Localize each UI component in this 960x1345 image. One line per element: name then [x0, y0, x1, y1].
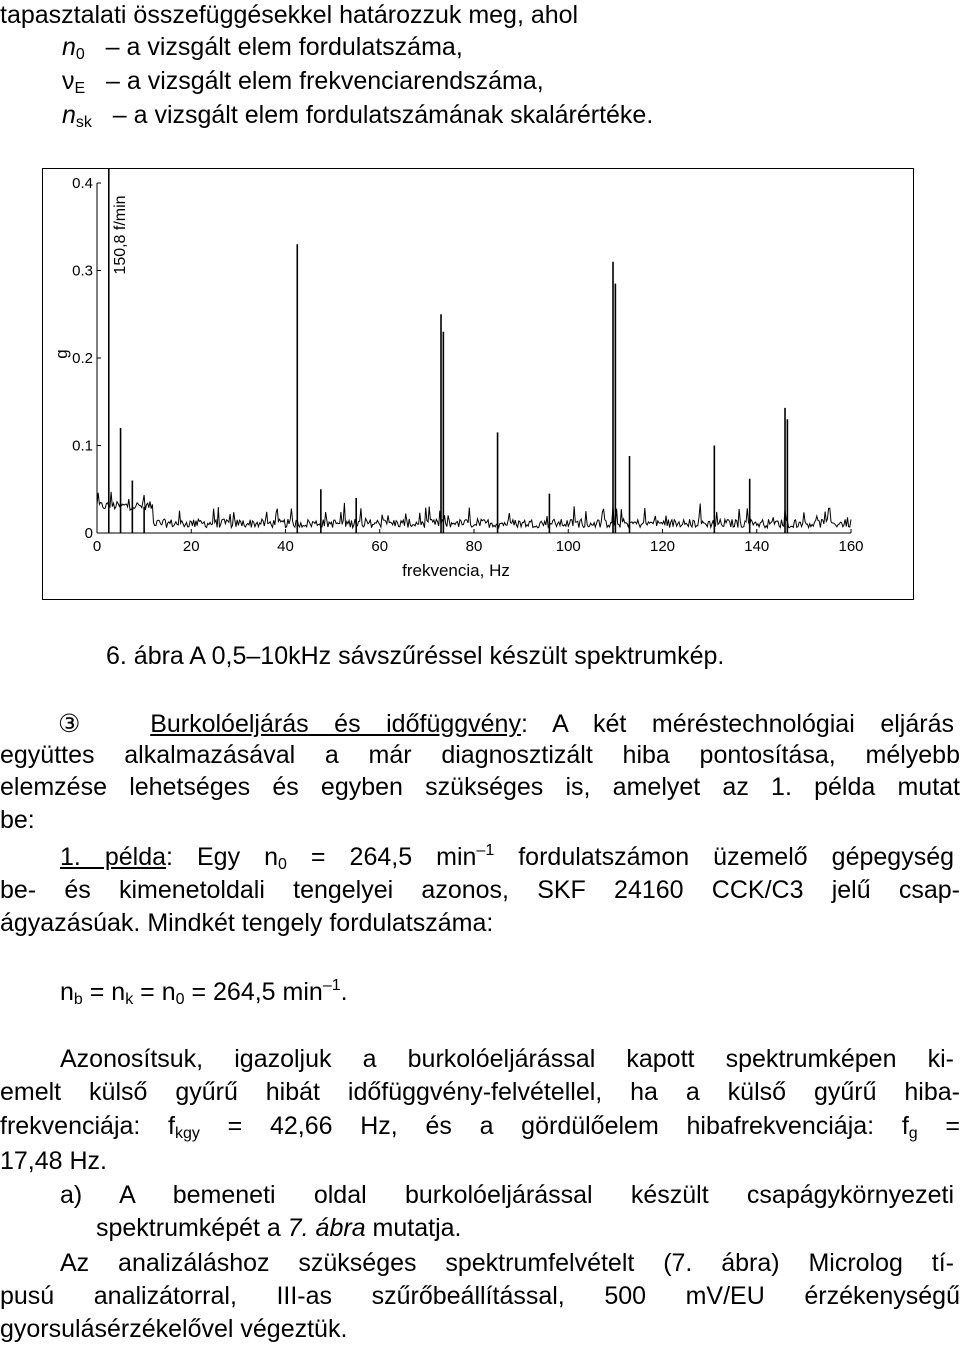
- paragraph-line: pusú analizátorral, III-as szűrőbeállítással, 500 mV/EU érzékenységű: [0, 1282, 960, 1310]
- x-tick-label: 80: [465, 538, 483, 555]
- def-text: – a vizsgált elem frekvenciarendszáma,: [106, 67, 544, 95]
- x-tick-label: 100: [555, 538, 581, 555]
- x-tick-label: 40: [277, 538, 294, 555]
- y-axis-label: g: [52, 349, 71, 359]
- example-text: : Egy n: [166, 843, 279, 871]
- def-text: – a vizsgált elem fordulatszámának skalárértéke.: [112, 101, 654, 129]
- speed-equation: [60, 977, 348, 1007]
- y-tick-label: 0.1: [72, 437, 93, 455]
- paragraph-text: frekvenciája: f: [0, 1112, 176, 1140]
- x-axis-label: frekvencia, Hz: [402, 561, 510, 580]
- paragraph-line: Azonosítsuk, igazoljuk a burkolóeljárással kapott spektrumképen ki-: [60, 1045, 954, 1073]
- section-text: : A két méréstechnológiai eljárás: [520, 710, 954, 738]
- def-symbol: n: [62, 101, 76, 129]
- eq-sup: –1: [322, 977, 341, 994]
- eq-part: = n: [82, 978, 126, 1006]
- example-text: = 264,5 min: [286, 843, 477, 871]
- example-label: 1. példa: [60, 843, 167, 871]
- def-sub: E: [74, 80, 86, 97]
- circled-three-icon: ③: [58, 710, 100, 738]
- paragraph-text: spektrumképét a: [96, 1214, 288, 1242]
- eq-part: n: [60, 978, 74, 1006]
- eq-sub: k: [125, 991, 134, 1008]
- intro-line: tapasztalati összefüggésekkel határozzuk meg, ahol: [0, 1, 579, 29]
- example-sub: 0: [278, 856, 287, 873]
- eq-sub: 0: [175, 991, 185, 1008]
- def-sub: sk: [75, 114, 92, 131]
- x-tick-label: 140: [744, 538, 770, 555]
- x-tick-label: 160: [838, 538, 864, 555]
- example-sup: –1: [476, 842, 495, 859]
- paragraph-line: emelt külső gyűrű hibát időfüggvény-felvétellel, ha a külső gyűrű hiba-: [0, 1078, 960, 1106]
- example-line: be- és kimenetoldali tengelyei azonos, SKF 24160 CCK/C3 jelű csap-: [0, 876, 960, 904]
- definition-n0: [62, 32, 463, 62]
- paragraph-line: Az analizáláshoz szükséges spektrumfelvételt (7. ábra) Microlog tí-: [60, 1249, 954, 1277]
- axes-layer: [72, 175, 863, 555]
- section-title: Burkolóeljárás és időfüggvény: [150, 710, 521, 738]
- example-line: ágyazásúak. Mindkét tengely fordulatszáma:: [0, 909, 494, 937]
- x-tick-label: 20: [182, 538, 200, 555]
- data-layer: [97, 169, 851, 533]
- figure-caption: 6. ábra A 0,5–10kHz sávszűréssel készült spektrumkép.: [106, 642, 725, 670]
- paragraph-sub: kgy: [175, 1125, 200, 1142]
- section-line: együttes alkalmazásával a már diagnosztizált hiba pontosítása, mélyebb: [0, 741, 960, 769]
- def-sub: 0: [75, 46, 85, 63]
- paragraph-line: 17,48 Hz.: [0, 1147, 108, 1175]
- x-tick-label: 0: [92, 538, 102, 555]
- def-text: – a vizsgált elem fordulatszáma,: [105, 33, 463, 61]
- paragraph-line: [0, 1111, 960, 1141]
- section-line: be:: [0, 806, 35, 834]
- peak-annotation: 150,8 f/min: [112, 195, 129, 275]
- example-text: fordulatszámon üzemelő gépegység: [494, 843, 955, 871]
- section-line: elemzése lehetséges és egyben szükséges is, amelyet az 1. példa mutat: [0, 773, 960, 801]
- definition-nuE: [62, 66, 544, 96]
- x-tick-label: 120: [649, 538, 676, 555]
- eq-part: = n: [133, 978, 176, 1006]
- eq-part: .: [340, 978, 348, 1006]
- list-item-a-cont: [96, 1213, 461, 1243]
- y-tick-label: 0.3: [72, 262, 93, 280]
- y-tick-label: 0.4: [72, 175, 93, 192]
- example-line: [60, 842, 954, 872]
- spectrum-chart: [43, 169, 912, 598]
- def-symbol: n: [62, 33, 76, 61]
- chart-frame: [42, 168, 914, 600]
- paragraph-line: gyorsulásérzékelővel végeztük.: [0, 1315, 348, 1343]
- paragraph-sub: g: [908, 1125, 918, 1142]
- noise-floor-trace: [97, 492, 851, 528]
- y-tick-label: 0.2: [72, 350, 93, 367]
- figure-reference: 7. ábra: [287, 1214, 366, 1242]
- def-symbol: ν: [62, 67, 75, 95]
- paragraph-text: =: [917, 1112, 960, 1140]
- list-item-a: a) A bemeneti oldal burkolóeljárással készült csapágykörnyezeti: [60, 1181, 954, 1209]
- section-heading-line: [58, 709, 954, 739]
- definition-nsk: [62, 100, 653, 130]
- y-tick-label: 0: [84, 525, 93, 542]
- paragraph-text: mutatja.: [365, 1214, 462, 1242]
- paragraph-text: = 42,66 Hz, és a gördülőelem hibafrekvenciája: f: [199, 1112, 909, 1140]
- eq-part: = 264,5 min: [184, 978, 323, 1006]
- x-tick-label: 60: [371, 538, 389, 555]
- eq-sub: b: [73, 991, 83, 1008]
